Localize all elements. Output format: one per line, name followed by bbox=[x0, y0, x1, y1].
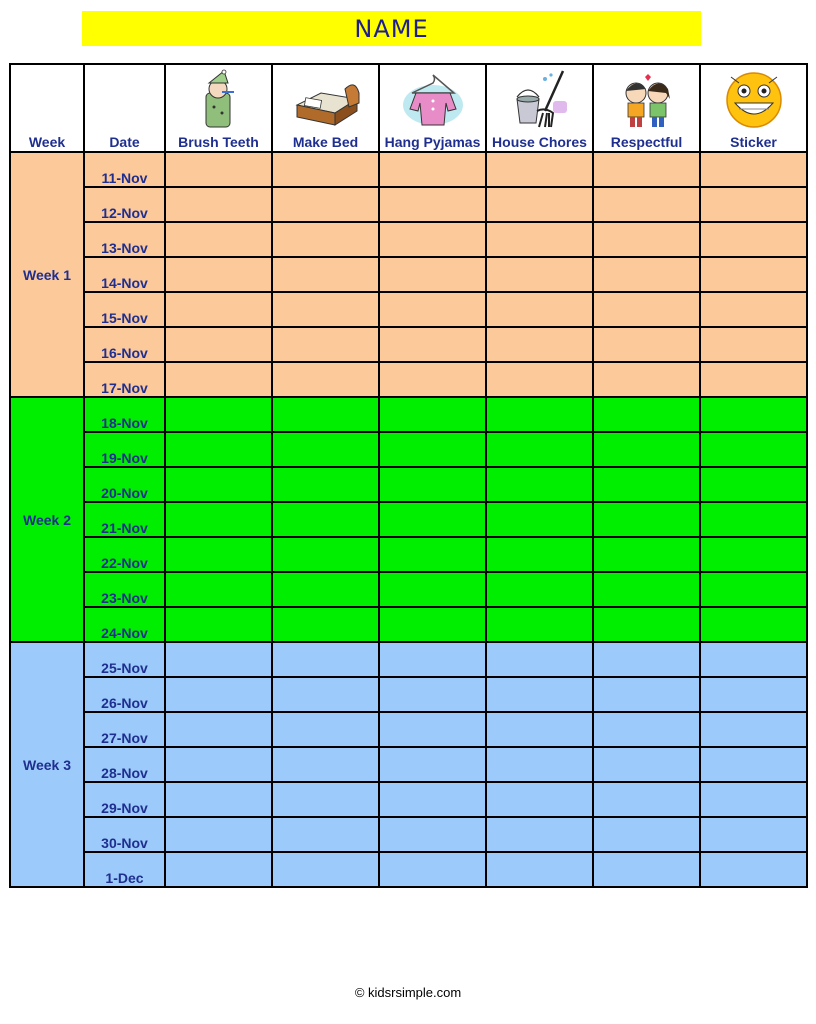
date-cell: 1-Dec bbox=[84, 852, 165, 887]
chore-checkbox-cell[interactable] bbox=[165, 642, 272, 677]
chore-checkbox-cell[interactable] bbox=[165, 852, 272, 887]
chore-checkbox-cell[interactable] bbox=[272, 852, 379, 887]
respectful-header: Respectful bbox=[593, 64, 700, 152]
page-title: NAME bbox=[354, 14, 429, 43]
header-row bbox=[10, 64, 807, 152]
table-row bbox=[10, 362, 807, 397]
name-banner bbox=[82, 11, 701, 46]
chore-checkbox-cell[interactable] bbox=[700, 327, 807, 362]
date-cell: 21-Nov bbox=[84, 502, 165, 537]
table-row bbox=[10, 607, 807, 642]
chore-checkbox-cell[interactable] bbox=[165, 187, 272, 222]
chore-checkbox-cell[interactable] bbox=[700, 572, 807, 607]
chore-checkbox-cell[interactable] bbox=[593, 222, 700, 257]
sticker-header: Sticker bbox=[700, 64, 807, 152]
chore-checkbox-cell[interactable] bbox=[379, 817, 486, 852]
chore-checkbox-cell[interactable] bbox=[272, 257, 379, 292]
chore-checkbox-cell[interactable] bbox=[379, 572, 486, 607]
chore-checkbox-cell[interactable] bbox=[165, 572, 272, 607]
chore-checkbox-cell[interactable] bbox=[379, 222, 486, 257]
chore-checkbox-cell[interactable] bbox=[165, 782, 272, 817]
chore-checkbox-cell[interactable] bbox=[379, 257, 486, 292]
chore-checkbox-cell[interactable] bbox=[272, 642, 379, 677]
chore-checkbox-cell[interactable] bbox=[272, 572, 379, 607]
chore-checkbox-cell[interactable] bbox=[486, 187, 593, 222]
chore-checkbox-cell[interactable] bbox=[379, 712, 486, 747]
chore-checkbox-cell[interactable] bbox=[700, 467, 807, 502]
chore-checkbox-cell[interactable] bbox=[165, 362, 272, 397]
chore-checkbox-cell[interactable] bbox=[486, 817, 593, 852]
chore-checkbox-cell[interactable] bbox=[379, 467, 486, 502]
chore-checkbox-cell[interactable] bbox=[379, 852, 486, 887]
chore-checkbox-cell[interactable] bbox=[593, 467, 700, 502]
chore-checkbox-cell[interactable] bbox=[379, 187, 486, 222]
table-row bbox=[10, 537, 807, 572]
chore-checkbox-cell[interactable] bbox=[165, 467, 272, 502]
chore-checkbox-cell[interactable] bbox=[593, 502, 700, 537]
copyright-footer: © kidsrsimple.com bbox=[354, 985, 462, 1000]
chore-checkbox-cell[interactable] bbox=[700, 187, 807, 222]
make-bed-header: Make Bed bbox=[272, 64, 379, 152]
date-cell: 11-Nov bbox=[84, 152, 165, 187]
chore-checkbox-cell[interactable] bbox=[165, 432, 272, 467]
chore-checkbox-cell[interactable] bbox=[593, 712, 700, 747]
table-row bbox=[10, 747, 807, 782]
chore-checkbox-cell[interactable] bbox=[486, 607, 593, 642]
date-cell: 13-Nov bbox=[84, 222, 165, 257]
chore-checkbox-cell[interactable] bbox=[700, 782, 807, 817]
house-chores-header: House Chores bbox=[486, 64, 593, 152]
chore-checkbox-cell[interactable] bbox=[486, 677, 593, 712]
table-row bbox=[10, 572, 807, 607]
chore-checkbox-cell[interactable] bbox=[165, 327, 272, 362]
table-row bbox=[10, 152, 807, 187]
chore-checkbox-cell[interactable] bbox=[379, 677, 486, 712]
mop-and-bucket-icon bbox=[505, 69, 575, 131]
chore-checkbox-cell[interactable] bbox=[593, 152, 700, 187]
smiley-sticker-icon bbox=[719, 69, 789, 131]
chore-checkbox-cell[interactable] bbox=[165, 817, 272, 852]
bed-icon bbox=[291, 69, 361, 131]
chore-checkbox-cell[interactable] bbox=[593, 537, 700, 572]
chore-checkbox-cell[interactable] bbox=[165, 747, 272, 782]
week-label: Week 1 bbox=[10, 152, 84, 397]
chore-checkbox-cell[interactable] bbox=[700, 292, 807, 327]
chore-checkbox-cell[interactable] bbox=[593, 782, 700, 817]
chore-checkbox-cell[interactable] bbox=[593, 362, 700, 397]
week-label: Week 2 bbox=[10, 397, 84, 642]
date-header: Date bbox=[84, 64, 165, 152]
chore-checkbox-cell[interactable] bbox=[486, 502, 593, 537]
date-cell: 26-Nov bbox=[84, 677, 165, 712]
chore-checkbox-cell[interactable] bbox=[486, 327, 593, 362]
chore-checkbox-cell[interactable] bbox=[272, 607, 379, 642]
chore-checkbox-cell[interactable] bbox=[272, 222, 379, 257]
chore-checkbox-cell[interactable] bbox=[486, 642, 593, 677]
chore-checkbox-cell[interactable] bbox=[486, 432, 593, 467]
chore-checkbox-cell[interactable] bbox=[593, 852, 700, 887]
date-cell: 24-Nov bbox=[84, 607, 165, 642]
chore-checkbox-cell[interactable] bbox=[272, 152, 379, 187]
chore-checkbox-cell[interactable] bbox=[379, 747, 486, 782]
chore-checkbox-cell[interactable] bbox=[165, 537, 272, 572]
chore-checkbox-cell[interactable] bbox=[700, 152, 807, 187]
table-row bbox=[10, 432, 807, 467]
chore-checkbox-cell[interactable] bbox=[486, 397, 593, 432]
chore-checkbox-cell[interactable] bbox=[272, 817, 379, 852]
table-row bbox=[10, 817, 807, 852]
chore-checkbox-cell[interactable] bbox=[700, 642, 807, 677]
chore-checkbox-cell[interactable] bbox=[379, 642, 486, 677]
chore-checkbox-cell[interactable] bbox=[593, 432, 700, 467]
chore-checkbox-cell[interactable] bbox=[700, 397, 807, 432]
chore-checkbox-cell[interactable] bbox=[165, 292, 272, 327]
date-cell: 16-Nov bbox=[84, 327, 165, 362]
chore-checkbox-cell[interactable] bbox=[593, 572, 700, 607]
chore-checkbox-cell[interactable] bbox=[593, 642, 700, 677]
chore-checkbox-cell[interactable] bbox=[700, 432, 807, 467]
chore-checkbox-cell[interactable] bbox=[486, 572, 593, 607]
chore-checkbox-cell[interactable] bbox=[486, 712, 593, 747]
week-header: Week bbox=[10, 64, 84, 152]
chore-checkbox-cell[interactable] bbox=[272, 502, 379, 537]
chore-checkbox-cell[interactable] bbox=[165, 502, 272, 537]
chore-checkbox-cell[interactable] bbox=[272, 712, 379, 747]
chore-checkbox-cell[interactable] bbox=[272, 467, 379, 502]
chore-checkbox-cell[interactable] bbox=[486, 222, 593, 257]
table-row bbox=[10, 292, 807, 327]
table-row bbox=[10, 257, 807, 292]
chore-checkbox-cell[interactable] bbox=[486, 782, 593, 817]
brushing-teeth-icon bbox=[184, 69, 254, 131]
chore-checkbox-cell[interactable] bbox=[700, 537, 807, 572]
chore-checkbox-cell[interactable] bbox=[165, 677, 272, 712]
chore-checkbox-cell[interactable] bbox=[379, 397, 486, 432]
chore-checkbox-cell[interactable] bbox=[700, 712, 807, 747]
chore-checkbox-cell[interactable] bbox=[486, 467, 593, 502]
chore-checkbox-cell[interactable] bbox=[700, 502, 807, 537]
date-cell: 23-Nov bbox=[84, 572, 165, 607]
date-cell: 20-Nov bbox=[84, 467, 165, 502]
chore-checkbox-cell[interactable] bbox=[165, 222, 272, 257]
chore-checkbox-cell[interactable] bbox=[593, 327, 700, 362]
date-cell: 27-Nov bbox=[84, 712, 165, 747]
date-cell: 30-Nov bbox=[84, 817, 165, 852]
chore-checkbox-cell[interactable] bbox=[593, 817, 700, 852]
date-cell: 29-Nov bbox=[84, 782, 165, 817]
chore-checkbox-cell[interactable] bbox=[593, 677, 700, 712]
chore-checkbox-cell[interactable] bbox=[379, 152, 486, 187]
chore-checkbox-cell[interactable] bbox=[272, 187, 379, 222]
date-cell: 17-Nov bbox=[84, 362, 165, 397]
chore-checkbox-cell[interactable] bbox=[593, 747, 700, 782]
chore-chart-table bbox=[9, 63, 808, 888]
chore-checkbox-cell[interactable] bbox=[379, 432, 486, 467]
chore-checkbox-cell[interactable] bbox=[272, 537, 379, 572]
chore-checkbox-cell[interactable] bbox=[486, 152, 593, 187]
chore-checkbox-cell[interactable] bbox=[486, 257, 593, 292]
chore-checkbox-cell[interactable] bbox=[272, 362, 379, 397]
chore-checkbox-cell[interactable] bbox=[165, 607, 272, 642]
date-cell: 25-Nov bbox=[84, 642, 165, 677]
table-row bbox=[10, 712, 807, 747]
chore-checkbox-cell[interactable] bbox=[593, 257, 700, 292]
date-cell: 14-Nov bbox=[84, 257, 165, 292]
chore-checkbox-cell[interactable] bbox=[272, 677, 379, 712]
table-row bbox=[10, 502, 807, 537]
chore-checkbox-cell[interactable] bbox=[700, 257, 807, 292]
chore-checkbox-cell[interactable] bbox=[165, 397, 272, 432]
chore-checkbox-cell[interactable] bbox=[272, 327, 379, 362]
table-row bbox=[10, 187, 807, 222]
table-row bbox=[10, 642, 807, 677]
chore-checkbox-cell[interactable] bbox=[272, 397, 379, 432]
friends-icon bbox=[612, 69, 682, 131]
date-cell: 19-Nov bbox=[84, 432, 165, 467]
chore-checkbox-cell[interactable] bbox=[379, 537, 486, 572]
chore-checkbox-cell[interactable] bbox=[272, 782, 379, 817]
chore-checkbox-cell[interactable] bbox=[165, 152, 272, 187]
chore-checkbox-cell[interactable] bbox=[379, 327, 486, 362]
table-row bbox=[10, 222, 807, 257]
date-cell: 12-Nov bbox=[84, 187, 165, 222]
chore-checkbox-cell[interactable] bbox=[700, 362, 807, 397]
chore-checkbox-cell[interactable] bbox=[593, 397, 700, 432]
chore-checkbox-cell[interactable] bbox=[700, 852, 807, 887]
chore-checkbox-cell[interactable] bbox=[486, 292, 593, 327]
chore-checkbox-cell[interactable] bbox=[700, 747, 807, 782]
chore-checkbox-cell[interactable] bbox=[593, 187, 700, 222]
table-row bbox=[10, 852, 807, 887]
chore-checkbox-cell[interactable] bbox=[700, 222, 807, 257]
table-row bbox=[10, 467, 807, 502]
chore-checkbox-cell[interactable] bbox=[700, 817, 807, 852]
chore-checkbox-cell[interactable] bbox=[486, 537, 593, 572]
chore-checkbox-cell[interactable] bbox=[272, 747, 379, 782]
table-row bbox=[10, 677, 807, 712]
chore-checkbox-cell[interactable] bbox=[272, 292, 379, 327]
chore-checkbox-cell[interactable] bbox=[486, 362, 593, 397]
chore-checkbox-cell[interactable] bbox=[593, 292, 700, 327]
chore-checkbox-cell[interactable] bbox=[700, 677, 807, 712]
table-row bbox=[10, 397, 807, 432]
chore-checkbox-cell[interactable] bbox=[165, 712, 272, 747]
brush-teeth-header: Brush Teeth bbox=[165, 64, 272, 152]
chore-checkbox-cell[interactable] bbox=[379, 782, 486, 817]
chore-checkbox-cell[interactable] bbox=[593, 607, 700, 642]
chore-checkbox-cell[interactable] bbox=[379, 362, 486, 397]
chore-checkbox-cell[interactable] bbox=[379, 292, 486, 327]
table-row bbox=[10, 327, 807, 362]
week-label: Week 3 bbox=[10, 642, 84, 887]
table-row bbox=[10, 782, 807, 817]
chore-checkbox-cell[interactable] bbox=[486, 747, 593, 782]
chore-checkbox-cell[interactable] bbox=[379, 607, 486, 642]
chore-checkbox-cell[interactable] bbox=[272, 432, 379, 467]
hang-pyjamas-header: Hang Pyjamas bbox=[379, 64, 486, 152]
date-cell: 28-Nov bbox=[84, 747, 165, 782]
chore-checkbox-cell[interactable] bbox=[486, 852, 593, 887]
pyjamas-on-hanger-icon bbox=[398, 69, 468, 131]
date-cell: 15-Nov bbox=[84, 292, 165, 327]
chart-body bbox=[10, 152, 807, 887]
chore-checkbox-cell[interactable] bbox=[165, 257, 272, 292]
date-cell: 18-Nov bbox=[84, 397, 165, 432]
chore-checkbox-cell[interactable] bbox=[700, 607, 807, 642]
chore-checkbox-cell[interactable] bbox=[379, 502, 486, 537]
date-cell: 22-Nov bbox=[84, 537, 165, 572]
